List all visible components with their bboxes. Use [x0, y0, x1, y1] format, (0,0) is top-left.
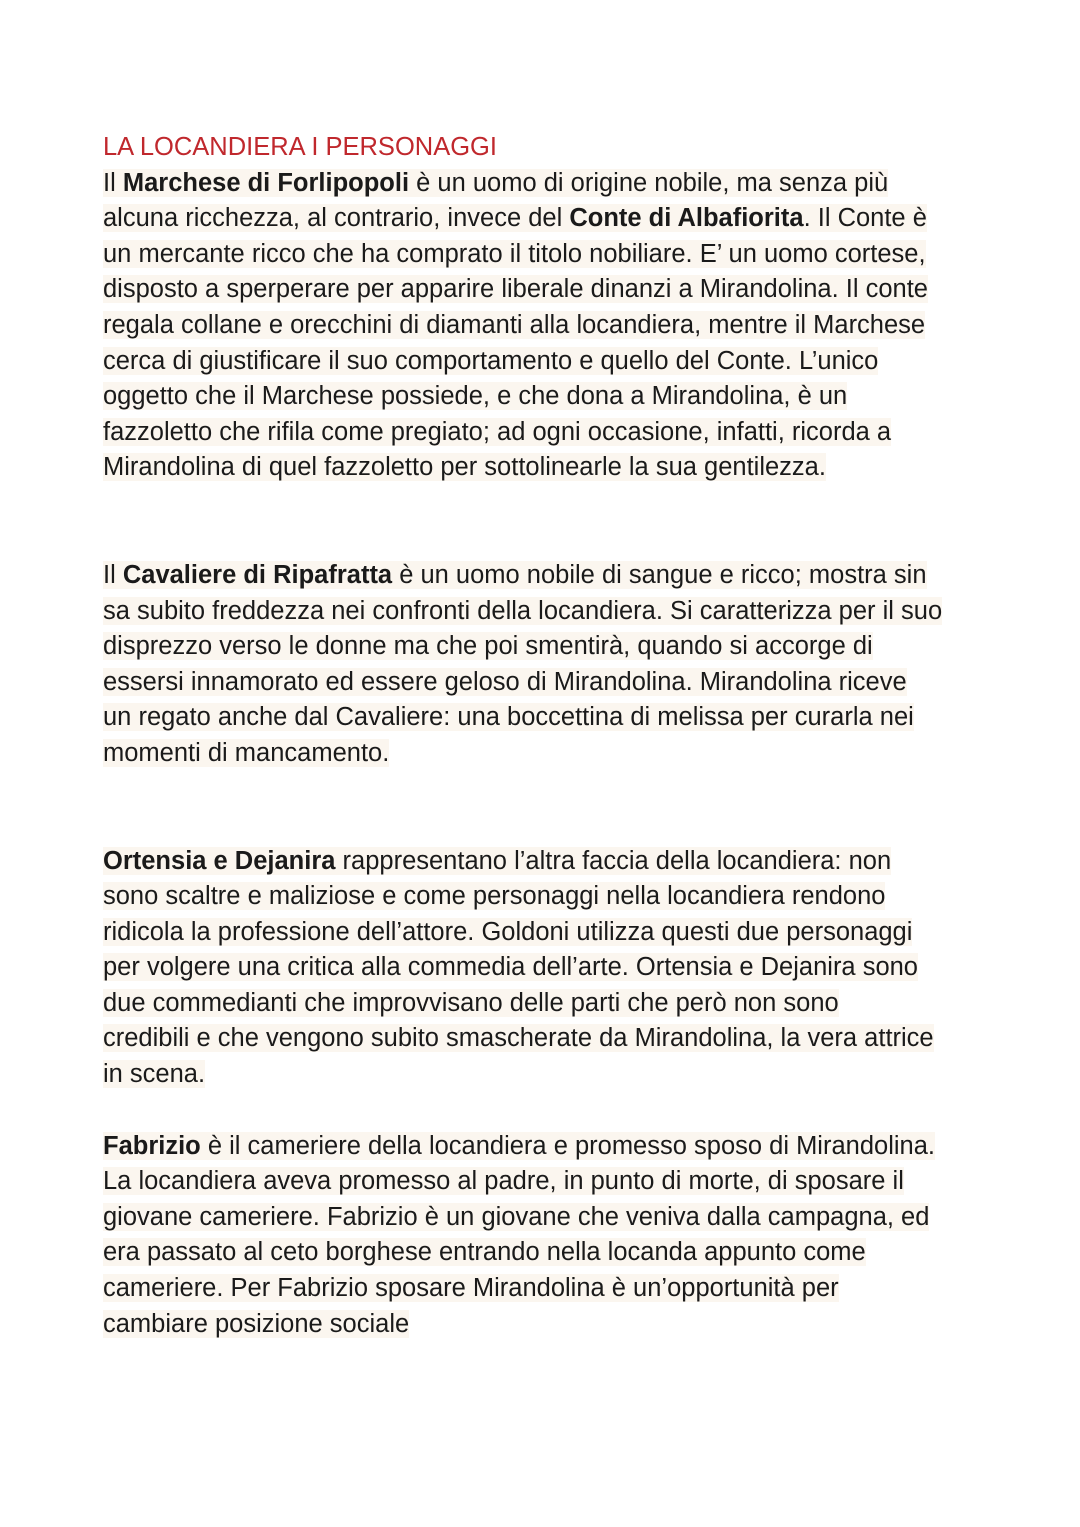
character-name: Marchese di Forlipopoli [122, 168, 410, 197]
paragraph-fabrizio [103, 1129, 983, 1343]
text-segment: alcuna ricchezza, al contrario, invece del [103, 204, 570, 233]
text-segment: Il [103, 560, 123, 589]
text-segment: fazzoletto che rifila come pregiato; ad ogni occasione, infatti, ricorda a [103, 417, 892, 446]
text-segment: per volgere una critica alla commedia dell’arte. Ortensia e Dejanira sono [103, 953, 918, 982]
text-line [103, 379, 983, 415]
text-segment: oggetto che il Marchese possiede, e che dona a Mirandolina, è un [103, 382, 848, 411]
text-line [103, 879, 983, 915]
paragraph-ortensia-dejanira [103, 844, 983, 1093]
text-line [103, 1271, 983, 1307]
text-line [103, 844, 983, 880]
text-line [103, 1235, 983, 1271]
text-line [103, 450, 983, 486]
character-name: Fabrizio [103, 1131, 201, 1160]
text-segment: due commedianti che improvvisano delle parti che però non sono [103, 988, 839, 1017]
character-name: Ortensia e Dejanira [103, 846, 336, 875]
text-line [103, 272, 983, 308]
text-segment: disposto a sperperare per apparire liberale dinanzi a Mirandolina. Il conte [103, 275, 928, 304]
text-line [103, 736, 983, 772]
text-segment: regala collane e orecchini di diamanti alla locandiera, mentre il Marchese [103, 310, 926, 339]
text-line [103, 700, 983, 736]
text-line [103, 558, 983, 594]
text-segment: era passato al ceto borghese entrando nella locanda appunto come [103, 1238, 866, 1267]
text-segment: Il [103, 168, 123, 197]
text-line [103, 1129, 983, 1165]
text-line [103, 594, 983, 630]
text-segment: sa subito freddezza nei confronti della locandiera. Si caratterizza per il suo [103, 596, 943, 625]
text-segment: è un uomo di origine nobile, ma senza più [409, 168, 889, 197]
text-line [103, 344, 983, 380]
text-segment: in scena. [103, 1060, 206, 1089]
text-line [103, 986, 983, 1022]
text-segment: è il cameriere della locandiera e promesso sposo di Mirandolina. [200, 1131, 935, 1160]
text-segment: giovane cameriere. Fabrizio è un giovane che veniva dalla campagna, ed [103, 1202, 930, 1231]
text-line [103, 629, 983, 665]
text-segment: un mercante ricco che ha comprato il titolo nobiliare. E’ un uomo cortese, [103, 239, 926, 268]
text-line [103, 915, 983, 951]
text-line [103, 1307, 983, 1343]
document-title: LA LOCANDIERA I PERSONAGGI [103, 133, 497, 161]
text-segment: Mirandolina di quel fazzoletto per sottolinearle la sua gentilezza. [103, 453, 826, 482]
text-segment: cameriere. Per Fabrizio sposare Mirandolina è un’opportunità per [103, 1274, 839, 1303]
text-line [103, 950, 983, 986]
text-segment: cambiare posizione sociale [103, 1309, 410, 1338]
text-line [103, 237, 983, 273]
text-segment: La locandiera aveva promesso al padre, in punto di morte, di sposare il [103, 1167, 904, 1196]
text-line [103, 308, 983, 344]
text-segment: è un uomo nobile di sangue e ricco; mostra sin [392, 560, 927, 589]
text-segment: essersi innamorato ed essere geloso di Mirandolina. Mirandolina riceve [103, 667, 907, 696]
text-line [103, 166, 983, 202]
text-segment: sono scaltre e maliziose e come personaggi nella locandiera rendono [103, 882, 886, 911]
text-segment: credibili e che vengono subito smascherate da Mirandolina, la vera attrice [103, 1024, 934, 1053]
text-segment: . Il Conte è [803, 204, 927, 233]
text-segment: rappresentano l’altra faccia della locandiera: non [335, 846, 892, 875]
text-segment: cerca di giustificare il suo comportamento e quello del Conte. L’unico [103, 346, 879, 375]
text-line [103, 1200, 983, 1236]
text-segment: un regato anche dal Cavaliere: una boccettina di melissa per curarla nei [103, 703, 914, 732]
text-line [103, 665, 983, 701]
text-line [103, 201, 983, 237]
text-segment: disprezzo verso le donne ma che poi smentirà, quando si accorge di [103, 632, 873, 661]
document-page [103, 130, 983, 1342]
paragraph-marchese [103, 166, 983, 486]
text-line [103, 1164, 983, 1200]
paragraph-cavaliere [103, 558, 983, 772]
text-segment: momenti di mancamento. [103, 738, 390, 767]
text-line [103, 1057, 983, 1093]
text-line [103, 1021, 983, 1057]
text-segment: ridicola la professione dell’attore. Goldoni utilizza questi due personaggi [103, 917, 913, 946]
character-name: Cavaliere di Ripafratta [122, 560, 393, 589]
text-line [103, 415, 983, 451]
character-name: Conte di Albafiorita [569, 204, 804, 233]
